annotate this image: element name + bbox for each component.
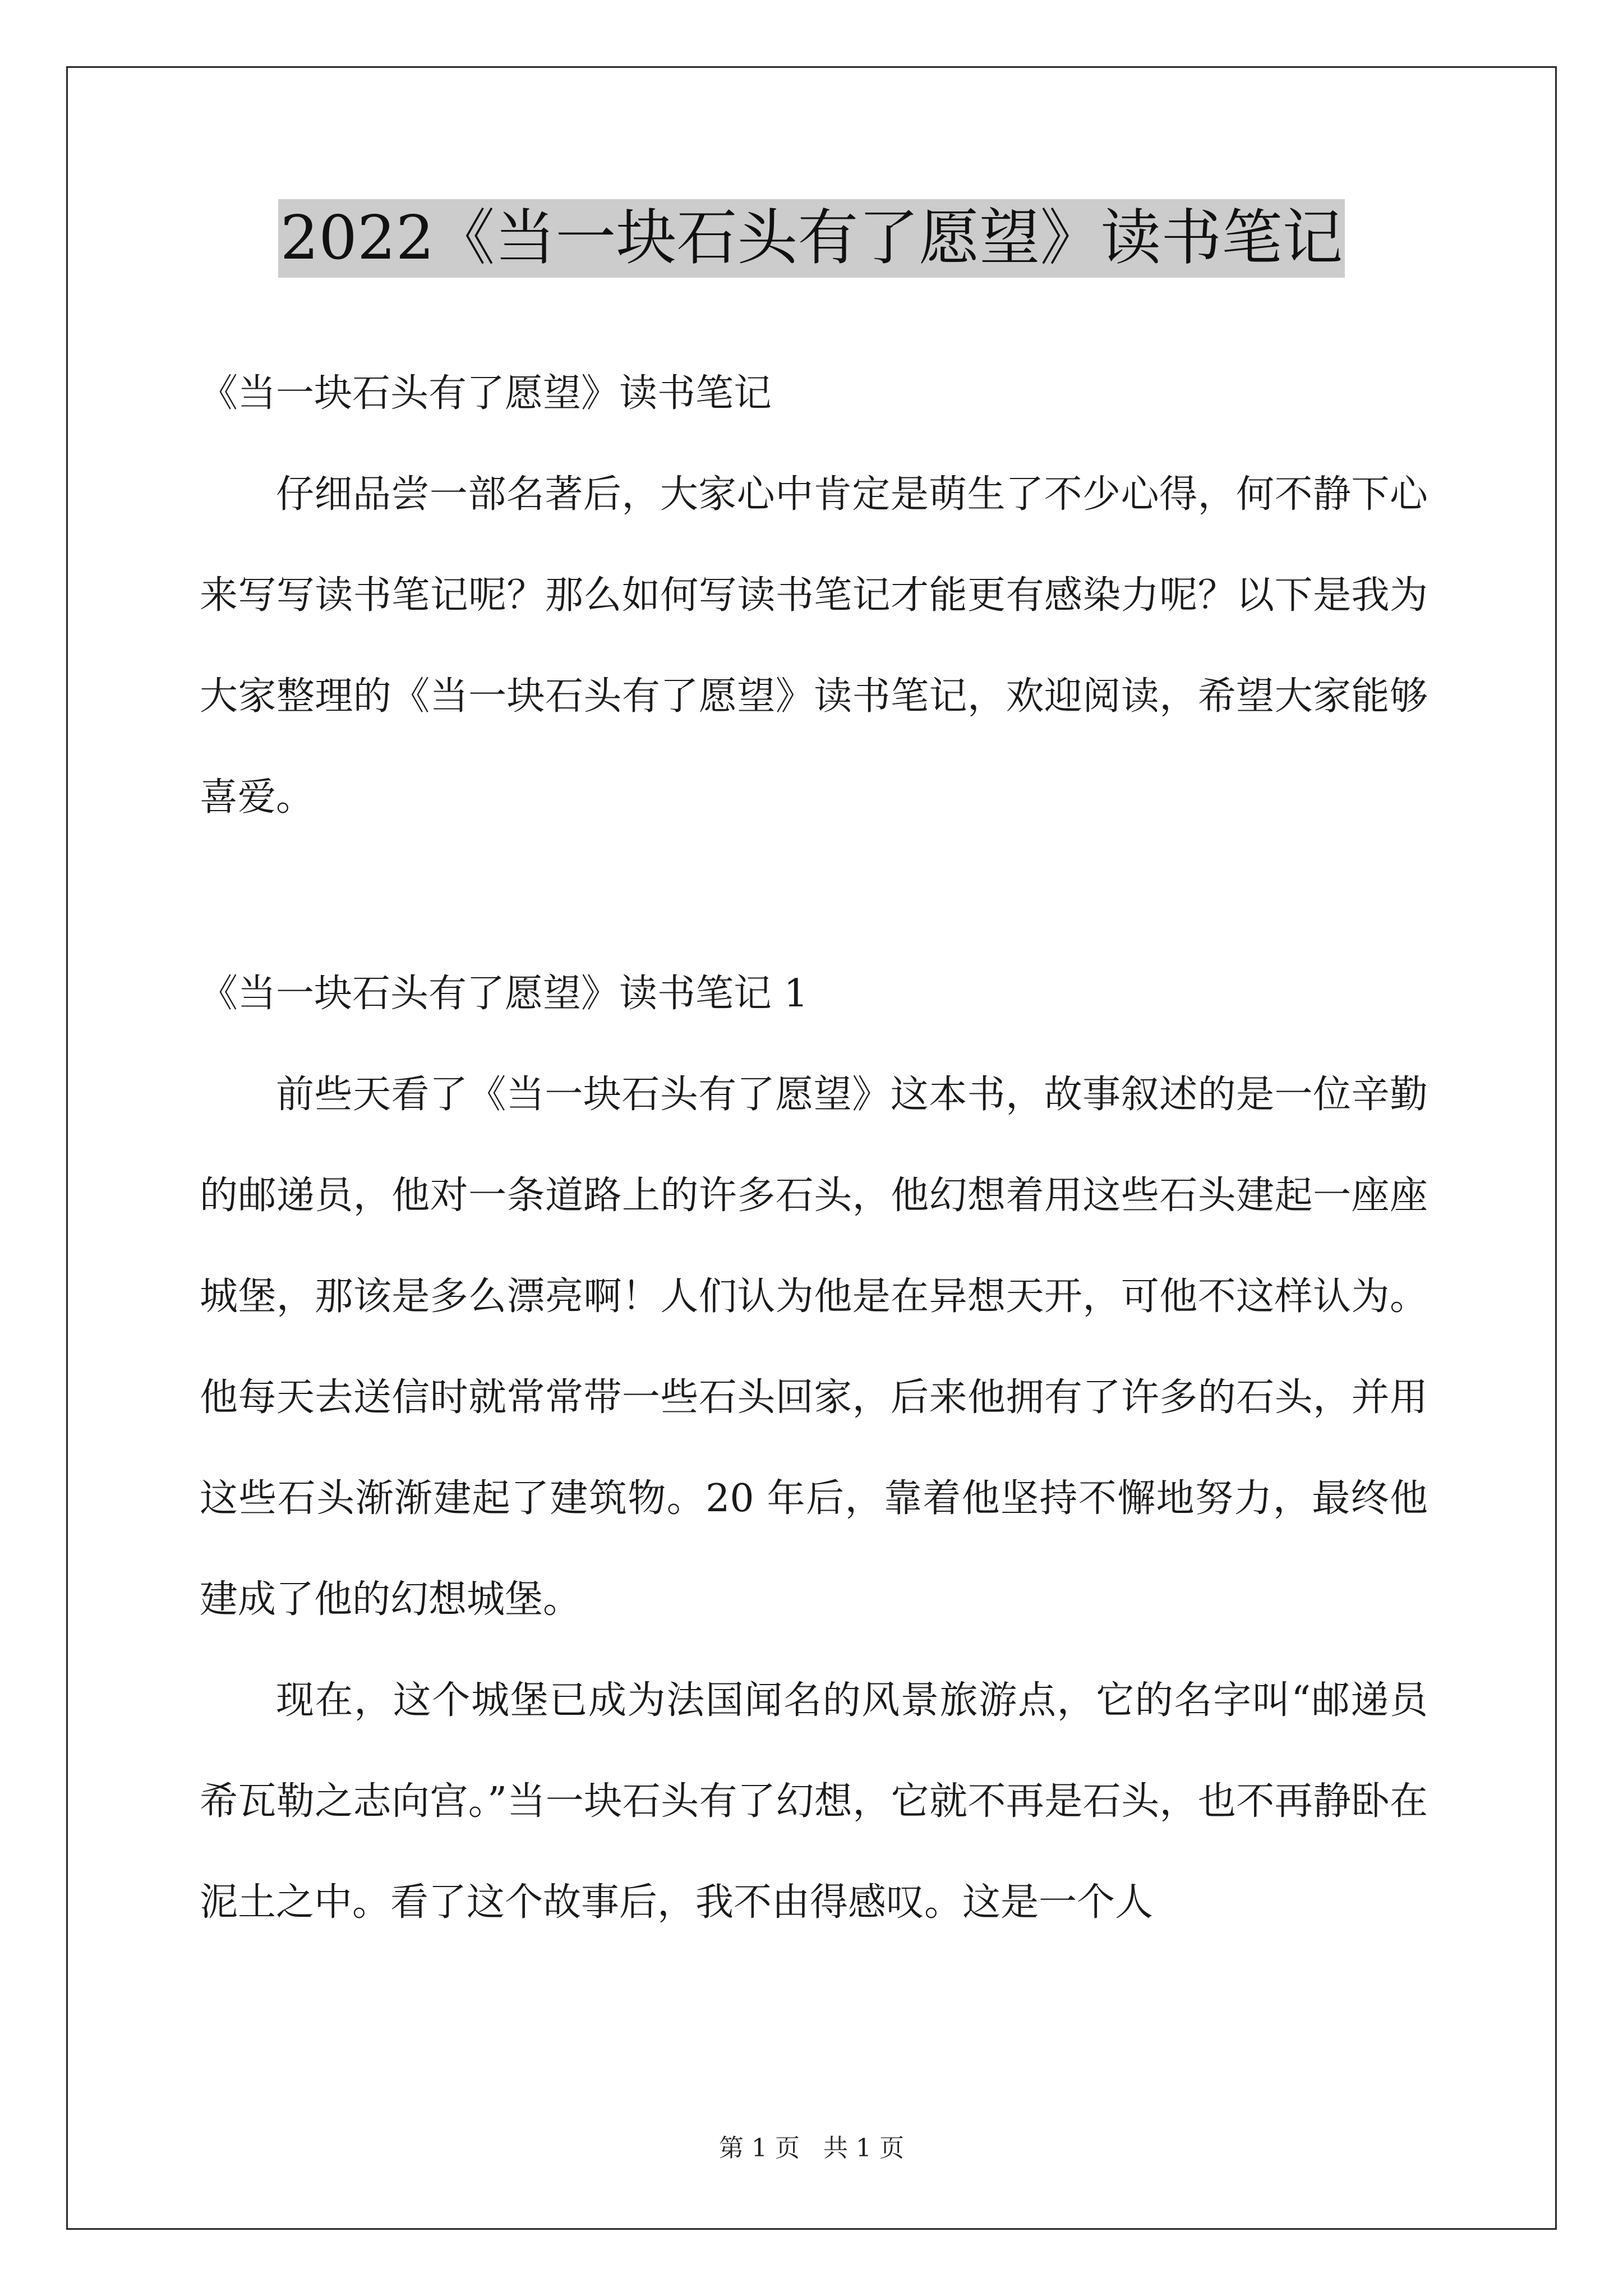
document-body <box>200 343 1428 1953</box>
document-title: 2022《当一块石头有了愿望》读书笔记 <box>278 199 1345 278</box>
section-paragraph-1: 前些天看了《当一块石头有了愿望》这本书，故事叙述的是一位辛勤的邮递员，他对一条道路上的许多石头，他幻想着用这些石头建起一座座城堡，那该是多么漂亮啊！人们认为他是在异想天开，可他不这样认为。他每天去送信时就常常带一些石头回家，后来他拥有了许多的石头，并用这些石头渐渐建起了建筑物。20 年后，靠着他坚持不懈地努力，最终他建成了他的幻想城堡。 <box>200 1073 1428 1622</box>
section-heading: 《当一块石头有了愿望》读书笔记 1 <box>200 972 808 1016</box>
section-paragraph-2: 现在，这个城堡已成为法国闻名的风景旅游点，它的名字叫“邮递员希瓦勒之志向宫。”当一块石头有了幻想，它就不再是石头，也不再静卧在泥土之中。看了这个故事后，我不由得感叹。这是一个人 <box>200 1678 1428 1925</box>
intro-heading: 《当一块石头有了愿望》读书笔记 <box>200 371 772 416</box>
section-spacer <box>200 848 1428 944</box>
page-footer: 第 1 页 共 1 页 <box>719 2134 904 2162</box>
title-container <box>0 199 1623 278</box>
intro-paragraph: 仔细品尝一部名著后，大家心中肯定是萌生了不少心得，何不静下心来写写读书笔记呢？那么如何写读书笔记才能更有感染力呢？以下是我为大家整理的《当一块石头有了愿望》读书笔记，欢迎阅读，希望大家能够喜爱。 <box>200 472 1428 820</box>
